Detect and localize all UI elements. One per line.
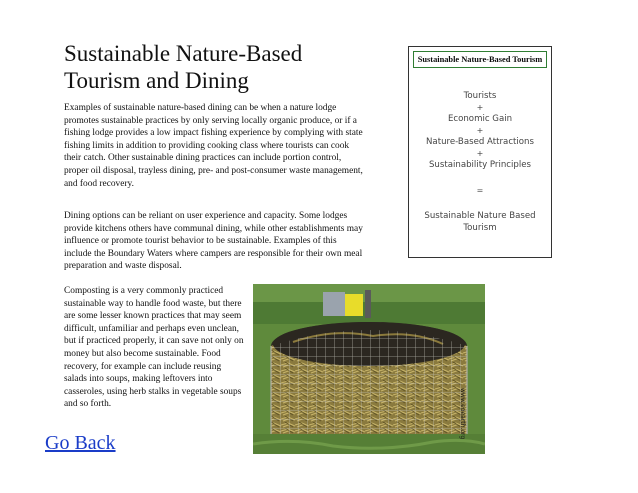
paragraph-composting: Composting is a very commonly practiced sustainable way to handle food waste, but there are some lesser known practices that may seem difficult, unfamiliar and perhaps even unclean, but if practiced properly, it can save not only on money but also become sustainable. Food recovery, for example can include reusing salads into soups, making leftovers into casseroles, using herb stalks in vegetable soups and so forth.: [64, 286, 244, 410]
equation-term-sustainability: Sustainability Principles: [428, 160, 532, 170]
infobox-header: Sustainable Nature-Based Tourism: [413, 51, 547, 68]
equation-result-line2: Tourism: [463, 223, 497, 233]
equation-equals: =: [476, 186, 484, 195]
go-back-link[interactable]: Go Back: [45, 432, 116, 454]
equation-plus: +: [476, 149, 484, 158]
equation-plus: +: [476, 103, 484, 112]
equation-result-line1: Sustainable Nature Based: [424, 211, 536, 221]
photo-credit: www.eoearth.org: [459, 388, 466, 440]
tourism-equation: [409, 90, 551, 234]
page-title: [64, 40, 394, 94]
tourism-equation-box: [408, 46, 552, 258]
paragraph-dining-options: Dining options can be reliant on user experience and capacity. Some lodges provide kitchens others have communal dining, while other establishments may influence or promote tourist behavior to be sustainable. Examples of this include the Boundary Waters where campers are responsible for their own meal preparation and waste disposal.: [64, 211, 363, 272]
compost-bin-photo: [253, 284, 485, 454]
page-title-line2: Tourism and Dining: [64, 68, 249, 93]
equation-term-attractions: Nature-Based Attractions: [426, 137, 534, 147]
equation-plus: +: [476, 126, 484, 135]
page-title-line1: Sustainable Nature-Based: [64, 41, 303, 66]
equation-term-economic-gain: Economic Gain: [447, 114, 513, 124]
equation-term-tourists: Tourists: [463, 91, 497, 101]
paragraph-dining-examples: Examples of sustainable nature-based dining can be when a nature lodge promotes sustainable practices by only serving locally organic produce, or if a fishing lodge provides a low impact fishing experience by complying with state fishing limits in addition to providing cooking class where tourists can cook their catch. Other sustainable dining practices can include portion control, proper oil disposal, trayless dining, pre- and post-consumer waste management, and food recovery.: [64, 103, 363, 189]
